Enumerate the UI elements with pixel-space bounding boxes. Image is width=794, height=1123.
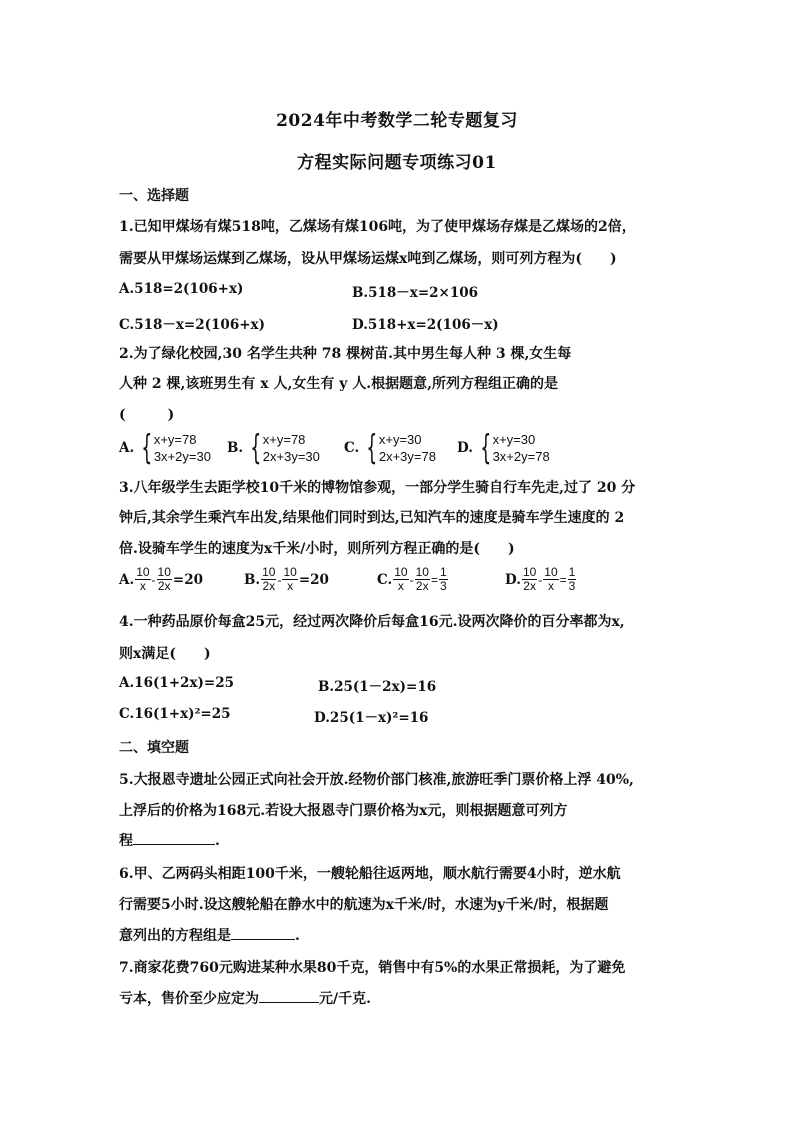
q2-option-d-eq2: 3x+2y=78 — [492, 449, 550, 464]
q3-a-f2-num: 10 — [157, 565, 171, 579]
q1-option-d: D.518+x=2(106－x) — [352, 317, 499, 333]
q5-answer-blank[interactable] — [133, 830, 215, 845]
q6-answer-blank[interactable] — [231, 925, 295, 940]
q2-option-b-system — [245, 428, 320, 468]
q3-c-op: - — [409, 572, 414, 587]
q4-text-line2: 则x满足( ) — [119, 646, 211, 662]
q3-d-eq: = — [559, 572, 567, 587]
q2-option-d-system — [475, 428, 550, 468]
q5-line3-prefix: 程 — [119, 833, 133, 849]
q3-option-b — [244, 566, 329, 593]
q1-text-line1: 1.已知甲煤场有煤518吨，乙煤场有煤106吨，为了使甲煤场存煤是乙煤场的2倍， — [119, 219, 636, 235]
q5-text-line1: 5.大报恩寺遗址公园正式向社会开放.经物价部门核准,旅游旺季门票价格上浮 40%, — [119, 772, 634, 788]
brace-icon: { — [250, 428, 262, 468]
q7-text-line2 — [119, 988, 371, 1008]
q3-a-rhs: =20 — [172, 571, 204, 588]
q4-option-a: A.16(1+2x)=25 — [119, 675, 234, 691]
page-title: 2024年中考数学二轮专题复习 — [276, 111, 518, 131]
q3-d-f1-num: 10 — [522, 565, 537, 579]
q3-b-f2-den: x — [287, 579, 294, 593]
q2-option-a-eq1: x+y=78 — [153, 432, 197, 447]
section-fill-heading: 二、填空题 — [119, 740, 189, 756]
q3-option-d — [505, 566, 577, 593]
q6-text-line1: 6.甲、乙两码头相距100千米，一艘轮船往返两地，顺水航行需要4小时，逆水航 — [119, 866, 621, 882]
q2-option-a-label: A. — [119, 440, 135, 456]
q3-b-f1-num: 10 — [262, 565, 276, 579]
q2-option-c-label: C. — [344, 440, 360, 456]
q2-option-b-eq2: 2x+3y=30 — [262, 449, 320, 464]
q2-text-line3: ( ) — [119, 407, 175, 423]
q5-text-line3 — [119, 830, 220, 850]
q6-line3-suffix: . — [295, 928, 300, 944]
q7-text-line1: 7.商家花费760元购进某种水果80千克，销售中有5%的水果正常损耗，为了避免 — [119, 960, 626, 976]
q3-c-r-num: 1 — [439, 565, 447, 579]
q3-b-rhs: =20 — [298, 571, 329, 588]
q5-text-line2: 上浮后的价格为168元.若设大报恩寺门票价格为x元，则根据题意可列方 — [119, 803, 568, 819]
q2-option-a — [119, 429, 211, 467]
q3-d-f2-num: 10 — [544, 565, 558, 579]
q3-b-op: - — [277, 572, 282, 587]
q2-option-c-eq1: x+y=30 — [378, 432, 422, 447]
q3-a-f1-den: x — [139, 579, 146, 593]
q3-option-b-label: B. — [244, 571, 261, 588]
q3-d-f2-den: x — [547, 579, 554, 593]
q3-c-eq: = — [430, 572, 438, 587]
q7-answer-blank[interactable] — [259, 988, 319, 1003]
q3-option-c — [377, 566, 449, 593]
brace-icon: { — [480, 428, 492, 468]
q2-option-c-system — [361, 428, 436, 468]
q3-c-f1-num: 10 — [394, 565, 408, 579]
q4-option-b: B.25(1－2x)=16 — [318, 679, 437, 695]
q2-text-line1: 2.为了绿化校园,30 名学生共种 78 棵树苗.其中男生每人种 3 棵,女生每 — [119, 346, 572, 362]
brace-icon: { — [366, 428, 378, 468]
section-choice-heading: 一、选择题 — [119, 188, 189, 204]
page-subtitle: 方程实际问题专项练习01 — [297, 153, 497, 173]
q3-d-f1-den: 2x — [523, 579, 536, 593]
q4-option-d: D.25(1－x)²=16 — [314, 710, 429, 726]
q3-d-r-den: 3 — [568, 579, 576, 593]
q1-text-line2: 需要从甲煤场运煤到乙煤场，设从甲煤场运煤x吨到乙煤场，则可列方程为( ) — [119, 251, 617, 267]
q3-c-r-den: 3 — [439, 579, 447, 593]
q2-option-b-eq1: x+y=78 — [262, 432, 306, 447]
q3-option-d-label: D. — [505, 571, 521, 588]
q3-text-line3: 倍.设骑车学生的速度为x千米/小时，则所列方程正确的是( ) — [119, 541, 515, 557]
q6-text-line2: 行需要5小时.设这艘轮船在静水中的航速为x千米/时，水速为y千米/时，根据题 — [119, 897, 609, 913]
q3-text-line2: 钟后,其余学生乘汽车出发,结果他们同时到达,已知汽车的速度是骑车学生速度的 2 — [119, 510, 625, 526]
q6-text-line3 — [119, 925, 300, 945]
q2-option-c — [344, 429, 436, 467]
q1-option-a: A.518=2(106+x) — [119, 281, 244, 297]
q2-option-c-eq2: 2x+3y=78 — [378, 449, 436, 464]
q3-c-f2-den: 2x — [415, 579, 429, 593]
q3-text-line1: 3.八年级学生去距学校10千米的博物馆参观，一部分学生骑自行车先走,过了 20 分 — [119, 480, 636, 496]
q2-option-b — [227, 429, 320, 467]
q3-option-a — [119, 566, 203, 593]
q2-option-a-eq2: 3x+2y=30 — [153, 449, 211, 464]
q4-option-c: C.16(1+x)²=25 — [119, 706, 231, 722]
q2-option-d-eq1: x+y=30 — [492, 432, 536, 447]
q1-option-b: B.518－x=2×106 — [352, 285, 479, 301]
q3-d-r-num: 1 — [568, 565, 576, 579]
q6-line3-prefix: 意列出的方程组是 — [119, 928, 231, 944]
q3-b-f2-num: 10 — [283, 565, 297, 579]
q7-line2-suffix: 元/千克. — [319, 991, 371, 1007]
q3-a-op: - — [151, 572, 156, 587]
q7-line2-prefix: 亏本，售价至少应定为 — [119, 991, 259, 1007]
q2-option-b-label: B. — [227, 440, 244, 456]
q3-d-op: - — [538, 572, 543, 587]
q3-c-f2-num: 10 — [415, 565, 429, 579]
q2-option-d-label: D. — [457, 440, 473, 456]
q3-a-f1-num: 10 — [136, 565, 150, 579]
q3-option-c-label: C. — [377, 571, 393, 588]
q2-option-a-system — [136, 428, 211, 468]
q4-text-line1: 4.一种药品原价每盒25元，经过两次降价后每盒16元.设两次降价的百分率都为x, — [119, 614, 625, 630]
q1-option-c: C.518－x=2(106+x) — [119, 317, 265, 333]
q3-option-a-label: A. — [119, 571, 135, 588]
brace-icon: { — [141, 428, 153, 468]
q2-text-line2: 人种 2 棵,该班男生有 x 人,女生有 y 人.根据题意,所列方程组正确的是 — [119, 376, 558, 392]
q2-option-d — [457, 429, 550, 467]
q3-c-f1-den: x — [397, 579, 404, 593]
q5-line3-suffix: . — [215, 833, 220, 849]
q3-a-f2-den: 2x — [157, 579, 171, 593]
q3-b-f1-den: 2x — [262, 579, 276, 593]
